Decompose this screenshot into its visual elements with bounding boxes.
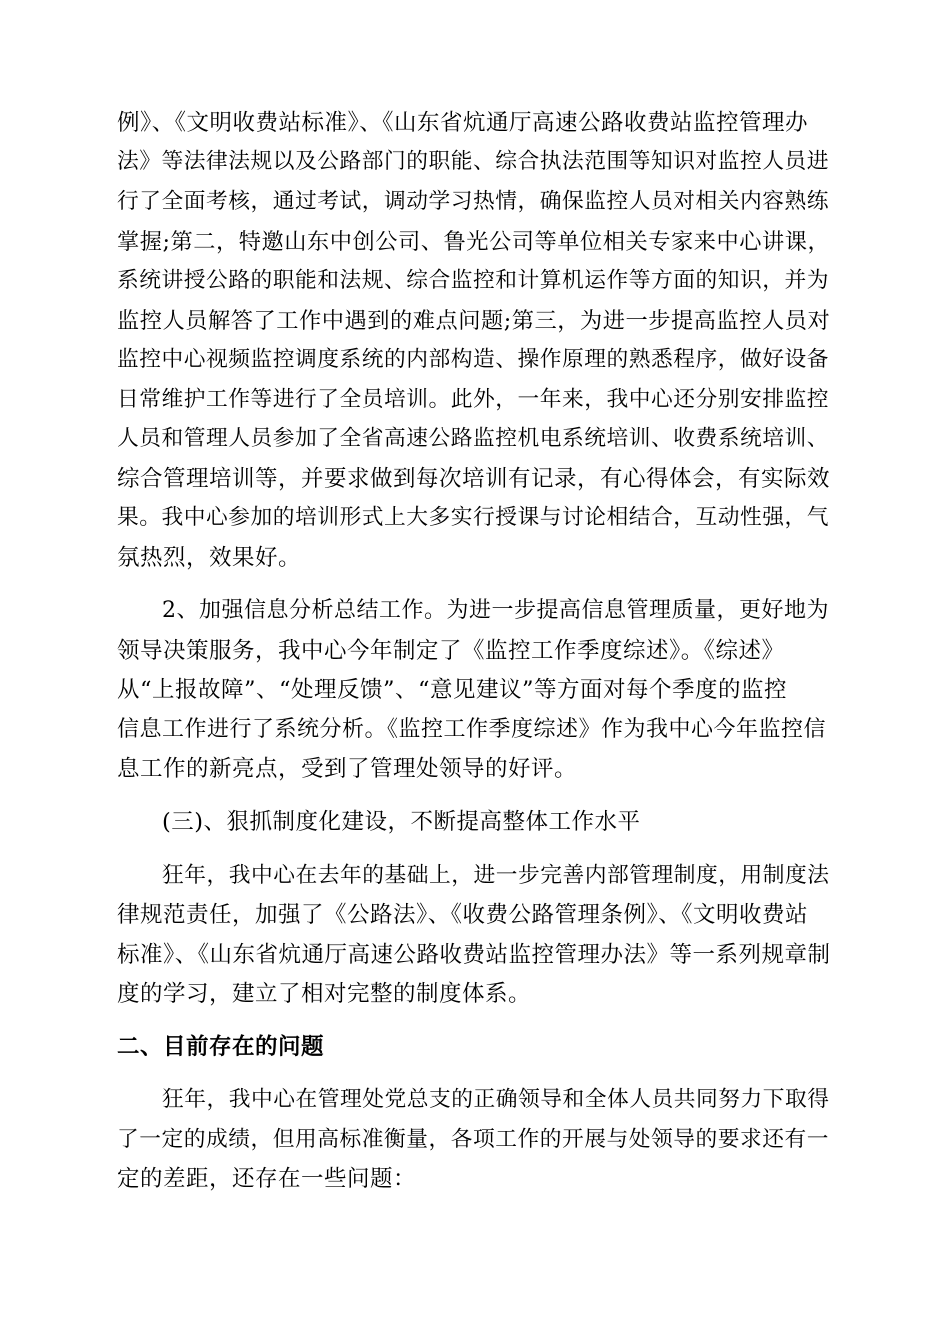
paragraph-line: 掌握;第二，特邀山东中创公司、鲁光公司等单位相关专家来中心讲课， bbox=[117, 229, 831, 255]
paragraph-line: 人员和管理人员参加了全省高速公路监控机电系统培训、收费系统培训、 bbox=[117, 426, 829, 451]
paragraph-line: 例》、《文明收费站标准》、《山东省炕通厅高速公路收费站监控管理办 bbox=[117, 110, 809, 136]
paragraph-line: 监控人员解答了工作中遇到的难点问题;第三，为进一步提高监控人员对 bbox=[117, 308, 831, 334]
paragraph-line: 监控中心视频监控调度系统的内部构造、操作原理的熟悉程序，做好设备 bbox=[117, 347, 829, 372]
paragraph-line: 狂年，我中心在去年的基础上，进一步完善内部管理制度，用制度法 bbox=[162, 863, 830, 888]
paragraph-line: 行了全面考核，通过考试，调动学习热情，确保监控人员对相关内容熟练 bbox=[117, 189, 829, 214]
paragraph-line: 律规范责任，加强了《公路法》、《收费公路管理条例》、《文明收费站 bbox=[117, 902, 809, 928]
paragraph-line: 系统讲授公路的职能和法规、综合监控和计算机运作等方面的知识，并为 bbox=[117, 268, 829, 293]
section-subheading: (三)、狠抓制度化建设，不断提高整体工作水平 bbox=[162, 809, 641, 835]
paragraph-line: 从“上报故障”、“处理反馈”、“意见建议”等方面对每个季度的监控 bbox=[117, 677, 788, 703]
paragraph-line: 狂年，我中心在管理处党总支的正确领导和全体人员共同努力下取得 bbox=[162, 1087, 830, 1112]
paragraph-line: 息工作的新亮点，受到了管理处领导的好评。 bbox=[117, 756, 578, 782]
paragraph-line: 日常维护工作等进行了全员培训。此外，一年来，我中心还分别安排监控 bbox=[117, 387, 829, 412]
paragraph-line: 领导决策服务，我中心今年制定了《监控工作季度综述》。《综述》 bbox=[117, 638, 785, 664]
paragraph-line: 综合管理培训等，并要求做到每次培训有记录，有心得体会，有实际效 bbox=[117, 466, 831, 492]
paragraph-line: 了一定的成绩，但用高标准衡量，各项工作的开展与处领导的要求还有一 bbox=[117, 1127, 829, 1152]
paragraph-line: 度的学习，建立了相对完整的制度体系。 bbox=[117, 981, 532, 1007]
paragraph-line: 法》等法律法规以及公路部门的职能、综合执法范围等知识对监控人员进 bbox=[117, 149, 829, 174]
paragraph-line: 标准》、《山东省炕通厅高速公路收费站监控管理办法》等一系列规章制 bbox=[117, 942, 831, 968]
paragraph-line: 氛热烈，效果好。 bbox=[117, 545, 302, 571]
section-heading: 二、目前存在的问题 bbox=[117, 1034, 325, 1060]
paragraph-line: 信息工作进行了系统分析。《监控工作季度综述》作为我中心今年监控信 bbox=[117, 717, 827, 742]
paragraph-line: 2、加强信息分析总结工作。为进一步提高信息管理质量，更好地为 bbox=[162, 598, 829, 623]
paragraph-line: 果。我中心参加的培训形式上大多实行授课与讨论相结合，互动性强，气 bbox=[117, 505, 829, 530]
paragraph-line: 定的差距，还存在一些问题： bbox=[117, 1166, 417, 1192]
